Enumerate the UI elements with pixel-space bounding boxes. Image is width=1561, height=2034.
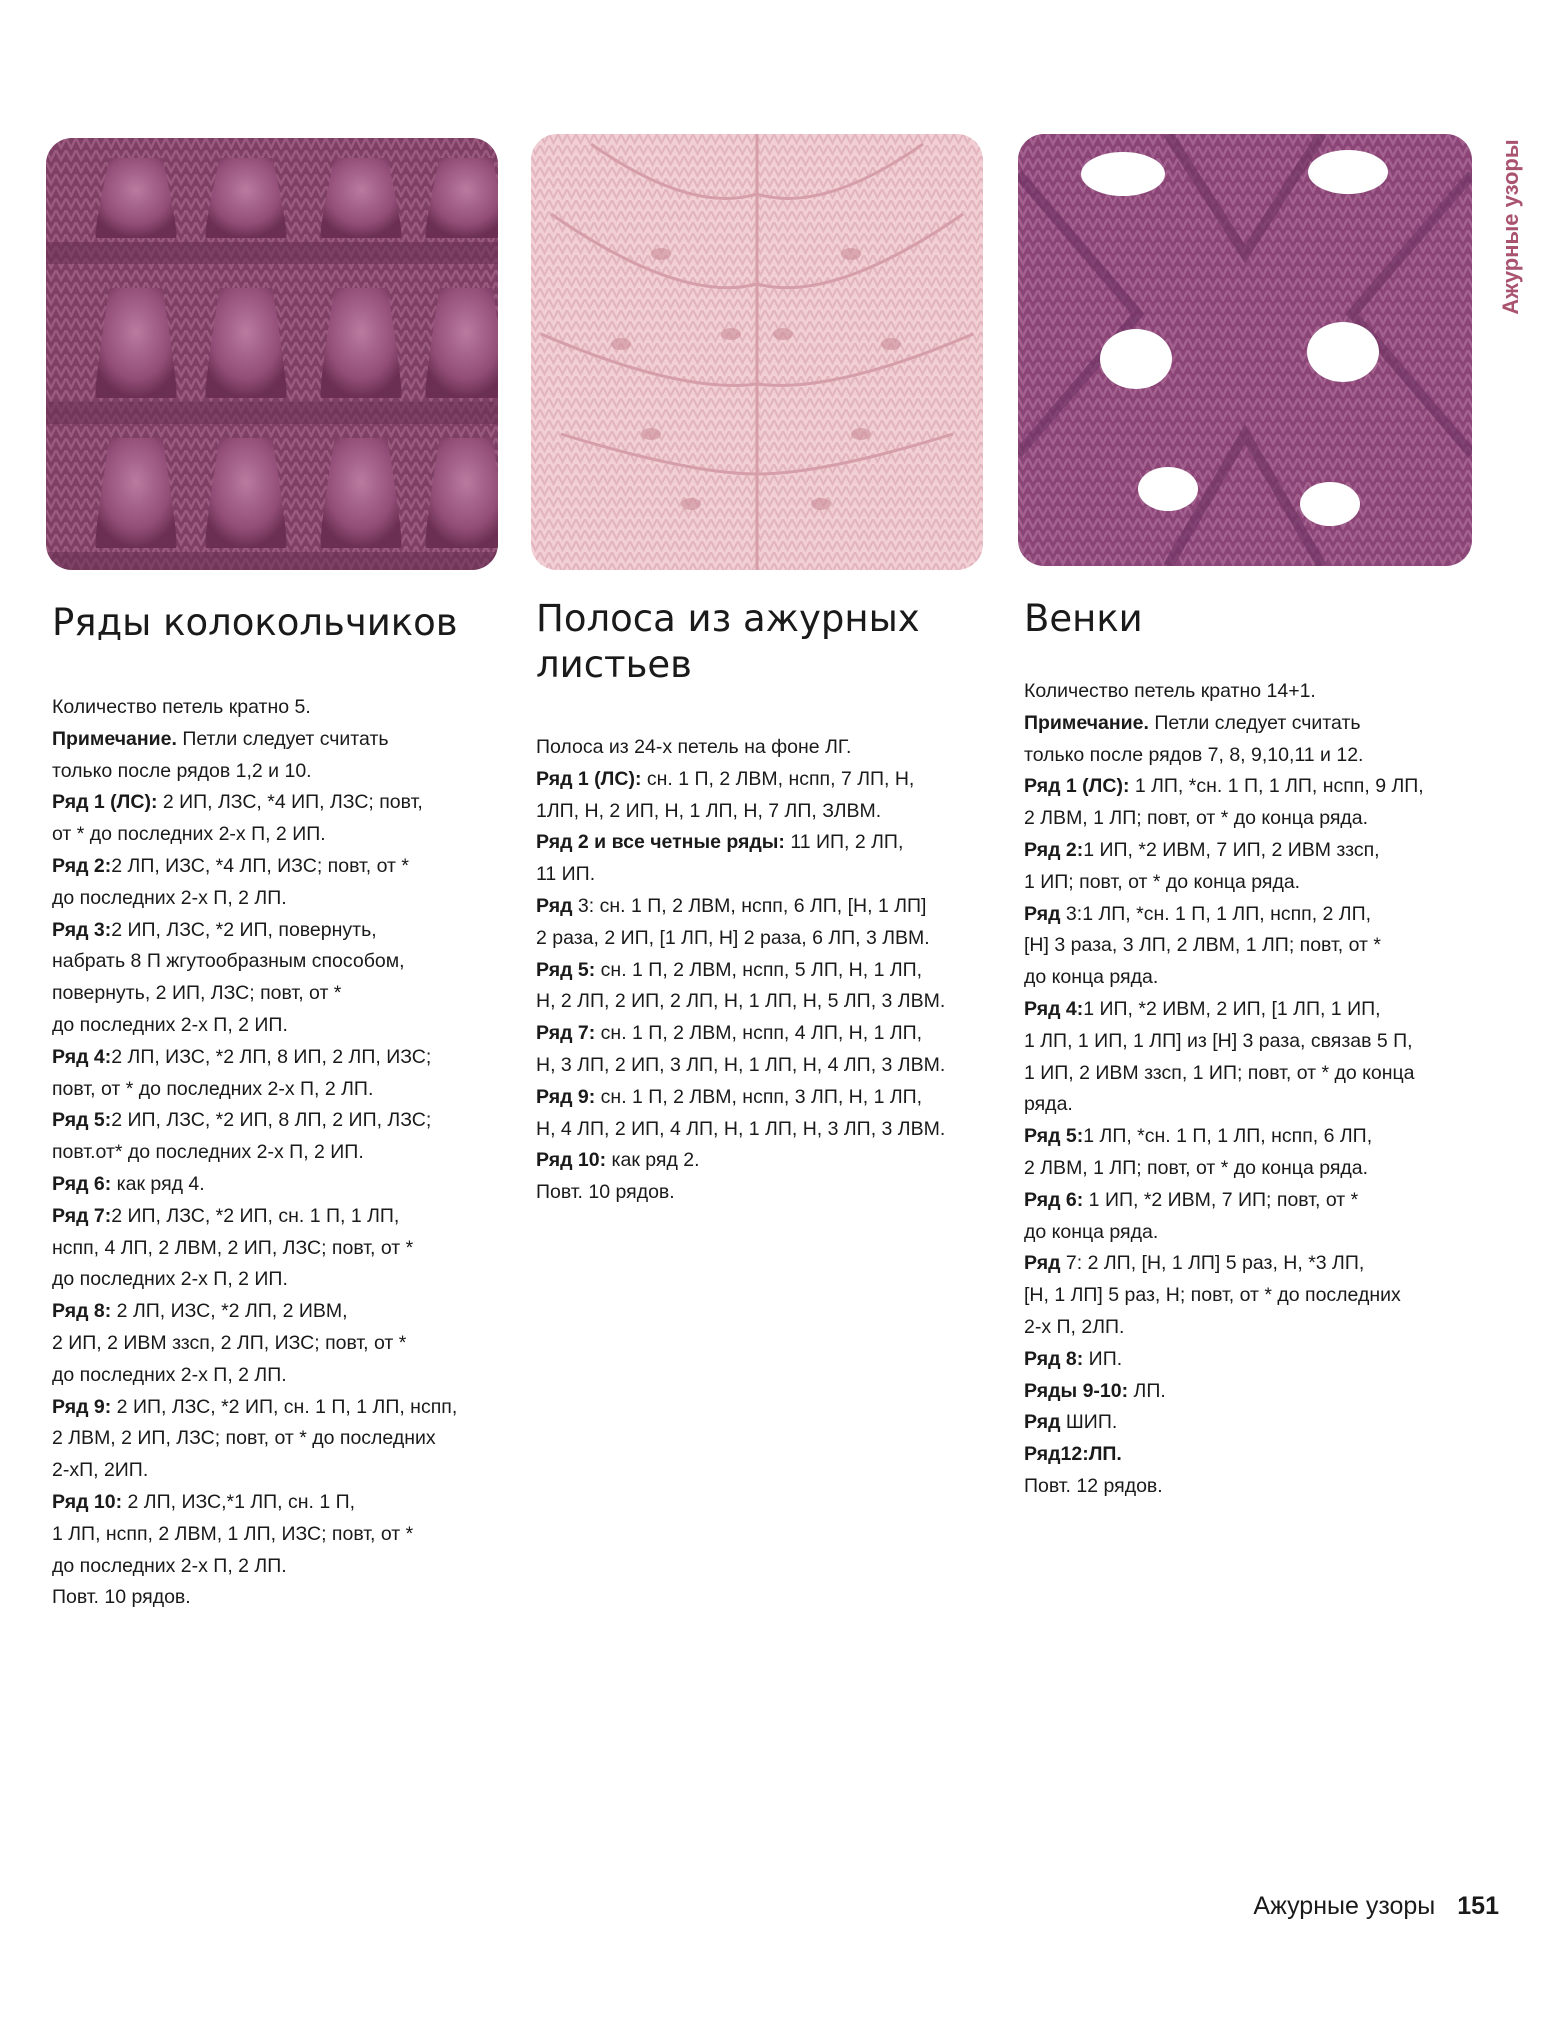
instruction-text: ряда. [1024, 1093, 1073, 1116]
bell-motif [321, 438, 402, 548]
instruction-text: Полоса из 24-х петель на фоне ЛГ. [536, 736, 852, 758]
eyelet [611, 338, 631, 350]
instruction-row-label: Ряд 7: [536, 1022, 596, 1045]
instruction-text: повт, от * до последних 2-х П, 2 ЛП. [52, 1077, 374, 1100]
instruction-text: Повт. 12 рядов. [1024, 1474, 1163, 1497]
instruction-line [52, 1328, 502, 1360]
pattern-wreaths [1024, 596, 1474, 1503]
instruction-text: 2 ИП, ЛЗС, *2 ИП, сн. 1 П, 1 ЛП, [111, 1204, 400, 1227]
bell-motif [96, 288, 177, 398]
instruction-row-label: Ряд 8: [1024, 1347, 1084, 1370]
page-number: 151 [1457, 1892, 1499, 1920]
instruction-row-label: Ряд 5: [536, 958, 596, 981]
instruction-line [52, 1074, 502, 1106]
instruction-text: сн. 1 П, 2 ЛВМ, нспп, 4 ЛП, Н, 1 ЛП, [595, 1022, 923, 1045]
instruction-line [52, 1105, 502, 1137]
instruction-line [536, 1177, 996, 1209]
instruction-text: 1 ИП, *2 ИВМ, 7 ИП; повт, от * [1083, 1188, 1359, 1211]
instruction-text: ШИП. [1060, 1411, 1118, 1434]
instruction-row-label: Ряд 5: [1024, 1125, 1084, 1148]
instruction-text: ИП. [1083, 1347, 1123, 1370]
instruction-line [52, 978, 502, 1010]
eyelet [881, 338, 901, 350]
instruction-line [52, 1296, 502, 1328]
pattern-instructions [1024, 676, 1474, 1503]
instruction-text: 1 ЛП, *сн. 1 П, 1 ЛП, нспп, 6 ЛП, [1083, 1125, 1373, 1148]
lace-leaves-swatch-photo [531, 134, 983, 570]
instruction-text: 2 ИП, ЛЗС, *2 ИП, сн. 1 П, 1 ЛП, нспп, [111, 1395, 458, 1418]
instruction-line [1024, 1058, 1474, 1090]
footer-section-title: Ажурные узоры [1253, 1892, 1436, 1920]
instruction-line [1024, 803, 1474, 835]
instruction-line [536, 986, 996, 1018]
instruction-line [1024, 1089, 1474, 1121]
instruction-text: 2 ЛВМ, 1 ЛП; повт, от * до конца ряда. [1024, 1156, 1369, 1179]
instruction-text: 3:1 ЛП, *сн. 1 П, 1 ЛП, нспп, 2 ЛП, [1060, 902, 1372, 925]
side-tab-label: Ажурные узоры [1498, 139, 1523, 315]
instruction-text: 1ЛП, Н, 2 ИП, Н, 1 ЛП, Н, 7 ЛП, ЗЛВМ. [536, 799, 882, 822]
instruction-text: 1 ЛП, *сн. 1 П, 1 ЛП, нспп, 9 ЛП, [1129, 775, 1424, 798]
instruction-line [1024, 1185, 1474, 1217]
instruction-text: только после рядов 7, 8, 9,10,11 и 12. [1024, 743, 1364, 766]
instruction-text: 7: 2 ЛП, [Н, 1 ЛП] 5 раз, Н, *3 ЛП, [1060, 1252, 1365, 1275]
bell-motif [206, 288, 287, 398]
pattern-bells [52, 600, 502, 1614]
instruction-text: 2 ИП, ЛЗС, *4 ИП, ЛЗС; повт, [157, 791, 423, 814]
instruction-text: как ряд 4. [111, 1172, 205, 1195]
instruction-row-label: Ряд 7: [52, 1204, 112, 1227]
instruction-line [536, 827, 996, 859]
instruction-text: 2 ИП, ЛЗС, *2 ИП, повернуть, [111, 918, 377, 941]
instruction-text: только после рядов 1,2 и 10. [52, 759, 312, 782]
instruction-text: 2-х П, 2ЛП. [1024, 1315, 1125, 1338]
bell-motif [96, 158, 177, 238]
instruction-line [1024, 1217, 1474, 1249]
bell-motif [206, 158, 287, 238]
instruction-row-label: Примечание. [52, 727, 177, 750]
instruction-line [1024, 1312, 1474, 1344]
instruction-text: 1 ЛП, нспп, 2 ЛВМ, 1 ЛП, ИЗС; повт, от * [52, 1522, 414, 1545]
instruction-row-label: Ряд [1024, 1411, 1061, 1434]
instruction-line [52, 1423, 502, 1455]
instruction-text: до последних 2-х П, 2 ЛП. [52, 886, 287, 909]
instruction-line [52, 692, 502, 724]
instruction-text: Петли следует считать [1148, 711, 1361, 734]
instruction-line [536, 1082, 996, 1114]
instruction-line [1024, 740, 1474, 772]
cable-band [46, 552, 498, 570]
instruction-text: [Н, 1 ЛП] 5 раз, Н; повт, от * до последних [1024, 1284, 1401, 1307]
instruction-line [52, 1042, 502, 1074]
instruction-line [52, 1010, 502, 1042]
instruction-row-label: Ряды 9-10: [1024, 1379, 1129, 1402]
instruction-line [1024, 1026, 1474, 1058]
instruction-text: до последних 2-х П, 2 ИП. [52, 1268, 288, 1291]
instruction-line [1024, 1407, 1474, 1439]
instruction-text: 1 ИП, *2 ИВМ, 2 ИП, [1 ЛП, 1 ИП, [1083, 997, 1381, 1020]
instruction-line [1024, 1376, 1474, 1408]
instruction-line [52, 1455, 502, 1487]
instruction-line [52, 946, 502, 978]
pattern-title: Ряды колокольчиков [52, 601, 458, 644]
instruction-text: сн. 1 П, 2 ЛВМ, нспп, 3 ЛП, Н, 1 ЛП, [595, 1085, 923, 1108]
instruction-line [52, 1392, 502, 1424]
instruction-line [52, 883, 502, 915]
instruction-text: 1 ИП, *2 ИВМ, 7 ИП, 2 ИВМ ззсп, [1083, 838, 1380, 861]
instruction-text: до последних 2-х П, 2 ЛП. [52, 1554, 287, 1577]
instruction-text: Н, 2 ЛП, 2 ИП, 2 ЛП, Н, 1 ЛП, Н, 5 ЛП, 3 ЛВМ. [536, 990, 946, 1013]
eyelet [721, 328, 741, 340]
pattern-title: Полоса из ажурных листьев [536, 597, 920, 686]
instruction-line [52, 756, 502, 788]
eyelet [841, 248, 861, 260]
instruction-line [52, 787, 502, 819]
instruction-line [536, 955, 996, 987]
instruction-text: 2 ЛП, ИЗС, *2 ЛП, 8 ИП, 2 ЛП, ИЗС; [111, 1045, 432, 1068]
instruction-text: повт.от* до последних 2-х П, 2 ИП. [52, 1141, 364, 1164]
instruction-line [52, 1264, 502, 1296]
instruction-text: 1 ИП; повт, от * до конца ряда. [1024, 870, 1301, 893]
instruction-text: 2 ЛП, ИЗС, *2 ЛП, 2 ИВМ, [111, 1300, 348, 1323]
section-side-tab [1492, 122, 1530, 332]
instruction-line [536, 923, 996, 955]
instruction-row-label: Ряд [536, 894, 573, 917]
instruction-text: до конца ряда. [1024, 1220, 1159, 1243]
instruction-text: сн. 1 П, 2 ЛВМ, нспп, 5 ЛП, Н, 1 ЛП, [595, 958, 923, 981]
bell-motif [321, 288, 402, 398]
instruction-line [52, 1137, 502, 1169]
instruction-line [52, 915, 502, 947]
instruction-text: 11 ИП. [536, 863, 596, 886]
instruction-line [52, 1487, 502, 1519]
instruction-row-label: Ряд 8: [52, 1300, 112, 1323]
instruction-text: 1 ЛП, 1 ИП, 1 ЛП] из [Н] 3 раза, связав 5 П, [1024, 1029, 1413, 1052]
cable-band [46, 242, 498, 264]
instruction-row-label: Ряд 9: [52, 1395, 112, 1418]
wreaths-swatch-photo [1018, 134, 1472, 566]
instruction-line [1024, 708, 1474, 740]
instruction-text: от * до последних 2-х П, 2 ИП. [52, 823, 326, 846]
instruction-row-label: Ряд 4: [1024, 997, 1084, 1020]
instruction-line [1024, 771, 1474, 803]
instruction-row-label: Ряд 3: [52, 918, 112, 941]
instruction-text: ЛП. [1128, 1379, 1166, 1402]
pattern-instructions [536, 732, 996, 1209]
instruction-text: Повт. 10 рядов. [536, 1181, 675, 1204]
instruction-line [52, 1233, 502, 1265]
instruction-row-label: Ряд 4: [52, 1045, 112, 1068]
instruction-text: Количество петель кратно 5. [52, 696, 311, 718]
instruction-line [1024, 1439, 1474, 1471]
instruction-line [1024, 1153, 1474, 1185]
instruction-line [1024, 1280, 1474, 1312]
bells-swatch-photo [46, 138, 498, 570]
instruction-text: 2-хП, 2ИП. [52, 1459, 149, 1482]
bell-motif [96, 438, 177, 548]
instruction-line [536, 764, 996, 796]
instruction-text: до последних 2-х П, 2 ЛП. [52, 1363, 287, 1386]
eyelet [773, 328, 793, 340]
instruction-line [536, 1018, 996, 1050]
instruction-line [1024, 962, 1474, 994]
instruction-line [52, 819, 502, 851]
instruction-text: Н, 3 ЛП, 2 ИП, 3 ЛП, Н, 1 ЛП, Н, 4 ЛП, 3 ЛВМ. [536, 1053, 946, 1076]
eyelet [641, 428, 661, 440]
instruction-text: Петли следует считать [176, 727, 389, 750]
pattern-title: Венки [1024, 597, 1143, 640]
instruction-text: 11 ИП, 2 ЛП, [784, 831, 904, 854]
instruction-text: 3: сн. 1 П, 2 ЛВМ, нспп, 6 ЛП, [Н, 1 ЛП] [572, 894, 927, 917]
instruction-line [52, 851, 502, 883]
pattern-instructions [52, 692, 502, 1614]
instruction-row-label: Ряд 10: [52, 1490, 123, 1513]
instruction-line [52, 1519, 502, 1551]
instruction-row-label: Ряд12:ЛП. [1024, 1443, 1122, 1466]
instruction-text: Н, 4 ЛП, 2 ИП, 4 ЛП, Н, 1 ЛП, Н, 3 ЛП, 3 ЛВМ. [536, 1117, 946, 1140]
eyelet [851, 428, 871, 440]
instruction-text: 2 ЛП, ИЗС,*1 ЛП, сн. 1 П, [122, 1490, 356, 1513]
instruction-row-label: Ряд 6: [52, 1172, 112, 1195]
cable-band [46, 402, 498, 424]
instruction-line [52, 724, 502, 756]
instruction-text: до последних 2-х П, 2 ИП. [52, 1013, 288, 1036]
instruction-text: 2 раза, 2 ИП, [1 ЛП, Н] 2 раза, 6 ЛП, 3 ЛВМ. [536, 926, 930, 949]
eyelet [651, 248, 671, 260]
page-footer [1253, 1892, 1499, 1921]
instruction-text: 2 ЛП, ИЗС, *4 ЛП, ИЗС; повт, от * [111, 854, 409, 877]
instruction-text: Повт. 10 рядов. [52, 1586, 191, 1609]
instruction-line [536, 859, 996, 891]
instruction-line [1024, 1121, 1474, 1153]
instruction-row-label: Ряд 1 (ЛС): [1024, 775, 1130, 798]
instruction-text: 2 ЛВМ, 1 ЛП; повт, от * до конца ряда. [1024, 807, 1369, 830]
pattern-lace-leaves [536, 596, 996, 1209]
instruction-line [536, 1114, 996, 1146]
instruction-row-label: Ряд 6: [1024, 1188, 1084, 1211]
instruction-row-label: Ряд [1024, 1252, 1061, 1275]
instruction-line [536, 1050, 996, 1082]
instruction-text: 2 ИП, 2 ИВМ ззсп, 2 ЛП, ИЗС; повт, от * [52, 1331, 407, 1354]
instruction-row-label: Примечание. [1024, 711, 1149, 734]
instruction-line [1024, 930, 1474, 962]
instruction-row-label: Ряд [1024, 902, 1061, 925]
instruction-line [1024, 867, 1474, 899]
instruction-row-label: Ряд 1 (ЛС): [536, 767, 642, 790]
instruction-text: до конца ряда. [1024, 966, 1159, 989]
eyelet [811, 498, 831, 510]
instruction-line [1024, 1248, 1474, 1280]
instruction-line [52, 1551, 502, 1583]
instruction-line [536, 732, 996, 764]
instruction-line [52, 1582, 502, 1614]
instruction-line [536, 1145, 996, 1177]
instruction-line [1024, 835, 1474, 867]
instruction-text: 2 ЛВМ, 2 ИП, ЛЗС; повт, от * до последних [52, 1427, 436, 1450]
instruction-row-label: Ряд 5: [52, 1109, 112, 1132]
instruction-line [536, 891, 996, 923]
instruction-line [1024, 899, 1474, 931]
instruction-line [52, 1169, 502, 1201]
bell-motif [321, 158, 402, 238]
instruction-row-label: Ряд 2: [1024, 838, 1084, 861]
instruction-line [52, 1201, 502, 1233]
instruction-row-label: Ряд 10: [536, 1149, 607, 1172]
bell-motif [206, 438, 287, 548]
instruction-line [1024, 1344, 1474, 1376]
instruction-text: Количество петель кратно 14+1. [1024, 680, 1316, 702]
instruction-text: повернуть, 2 ИП, ЛЗС; повт, от * [52, 982, 342, 1005]
instruction-text: нспп, 4 ЛП, 2 ЛВМ, 2 ИП, ЛЗС; повт, от * [52, 1236, 414, 1259]
instruction-line [52, 1360, 502, 1392]
instruction-line [1024, 676, 1474, 708]
instruction-text: как ряд 2. [606, 1149, 700, 1172]
instruction-line [1024, 1471, 1474, 1503]
instruction-text: сн. 1 П, 2 ЛВМ, нспп, 7 ЛП, Н, [641, 767, 915, 790]
instruction-row-label: Ряд 2: [52, 854, 112, 877]
instruction-text: 1 ИП, 2 ИВМ ззсп, 1 ИП; повт, от * до конца [1024, 1061, 1415, 1084]
instruction-line [536, 796, 996, 828]
instruction-row-label: Ряд 9: [536, 1085, 596, 1108]
instruction-row-label: Ряд 2 и все четные ряды: [536, 831, 785, 854]
instruction-text: 2 ИП, ЛЗС, *2 ИП, 8 ЛП, 2 ИП, ЛЗС; [111, 1109, 432, 1132]
instruction-text: [Н] 3 раза, 3 ЛП, 2 ЛВМ, 1 ЛП; повт, от * [1024, 934, 1381, 957]
eyelet [681, 498, 701, 510]
instruction-row-label: Ряд 1 (ЛС): [52, 791, 158, 814]
instruction-text: набрать 8 П жгутообразным способом, [52, 950, 405, 973]
instruction-line [1024, 994, 1474, 1026]
